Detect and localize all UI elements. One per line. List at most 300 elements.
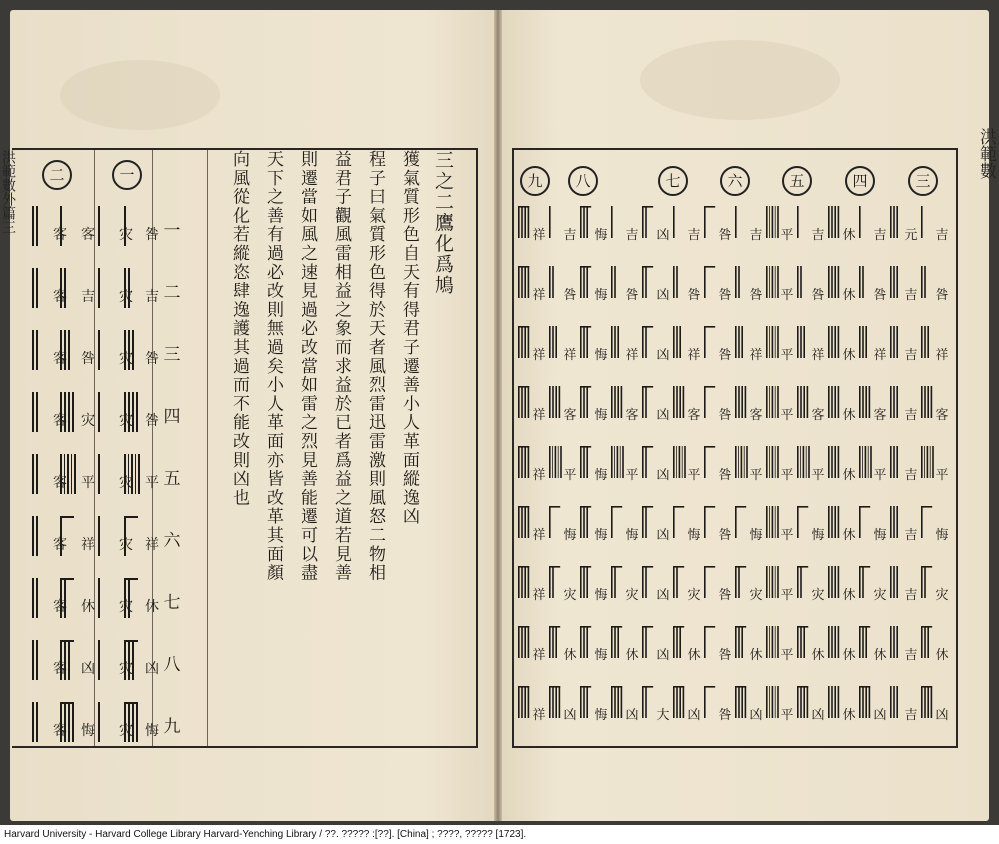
rod-stroke (893, 326, 895, 358)
rod-stroke (704, 266, 706, 298)
prose-title: 三之二鷹化爲鳩 (432, 150, 454, 296)
rod-bar (580, 686, 591, 688)
rod-stroke (642, 266, 644, 298)
rod-stroke (617, 326, 619, 358)
row-number: 八 (163, 655, 181, 675)
cell-char: 休 (842, 708, 856, 723)
cell-char: 吉 (904, 708, 918, 723)
rod-stroke (828, 386, 830, 418)
table-cell (547, 380, 578, 442)
table-cell (516, 200, 547, 262)
table-cell (826, 620, 857, 682)
table-cell (30, 324, 78, 386)
cell-char: 咎 (718, 708, 732, 723)
rod-bar (859, 506, 870, 508)
cell-char: 咎 (718, 408, 732, 423)
table-cell (764, 440, 795, 502)
rod-bar (704, 686, 715, 688)
cell-char: 吉 (904, 348, 918, 363)
table-cell (578, 380, 609, 442)
rod-stroke (797, 446, 798, 478)
rod-stroke (673, 446, 674, 478)
cell-char: 客 (53, 227, 67, 243)
counting-rods (32, 392, 48, 440)
rod-stroke (518, 506, 520, 538)
rod-stroke (580, 626, 582, 658)
table-cell (609, 560, 640, 622)
cell-char: 休 (842, 648, 856, 663)
cell-char: 休 (873, 648, 887, 663)
cell-char: 悔 (594, 288, 608, 303)
rod-stroke (803, 626, 805, 658)
cell-char: 客 (53, 723, 67, 739)
rod-stroke (769, 266, 770, 298)
rod-bar (921, 506, 932, 508)
cell-char: 客 (625, 408, 639, 423)
rod-stroke (896, 266, 898, 298)
rod-stroke (521, 566, 523, 598)
table-cell (764, 320, 795, 382)
rod-stroke (583, 326, 585, 358)
rod-stroke (36, 206, 38, 246)
rod-stroke (893, 626, 895, 658)
rod-stroke (611, 626, 613, 658)
cell-char: 灾 (119, 723, 133, 739)
rod-bar (580, 326, 591, 328)
cell-char: 平 (780, 408, 794, 423)
cell-char: 悔 (594, 528, 608, 543)
table-cell (671, 500, 702, 562)
rod-bar (797, 506, 808, 508)
cell-char: 客 (935, 408, 949, 423)
rod-bar (797, 566, 808, 568)
table-cell (888, 620, 919, 682)
table-cell (609, 200, 640, 262)
rod-stroke (738, 266, 740, 298)
rod-stroke (831, 446, 833, 478)
rod-stroke (583, 266, 585, 298)
rod-stroke (735, 386, 737, 418)
table-cell (640, 620, 671, 682)
cell-char: 悔 (145, 723, 159, 739)
cell-char: 悔 (594, 588, 608, 603)
rod-stroke (834, 626, 836, 658)
rod-stroke (800, 686, 802, 718)
rod-stroke (797, 206, 799, 238)
table-cell (609, 620, 640, 682)
rod-stroke (704, 566, 706, 598)
table-cell (826, 680, 857, 742)
table-cell (30, 448, 78, 510)
cell-char: 休 (81, 599, 95, 615)
rod-stroke (862, 686, 864, 718)
rod-stroke (769, 686, 770, 718)
rod-stroke (738, 386, 740, 418)
cell-char: 咎 (873, 288, 887, 303)
rod-bar (611, 506, 622, 508)
table-cell (919, 500, 950, 562)
table-cell (888, 320, 919, 382)
cell-char: 悔 (873, 528, 887, 543)
cell-char: 悔 (749, 528, 763, 543)
rod-stroke (611, 326, 613, 358)
table-cell (30, 510, 78, 572)
rod-stroke (645, 686, 647, 718)
cell-char: 咎 (625, 288, 639, 303)
rod-stroke (524, 386, 526, 418)
rod-stroke (741, 686, 743, 718)
cell-char: 灾 (119, 599, 133, 615)
rod-stroke (673, 266, 675, 298)
rod-stroke (775, 206, 776, 238)
table-cell (516, 560, 547, 622)
table-cell (640, 500, 671, 562)
rod-stroke (32, 640, 34, 680)
cell-char: 休 (842, 468, 856, 483)
rod-bar (673, 506, 684, 508)
cell-char: 平 (935, 468, 949, 483)
rod-bar (518, 626, 529, 628)
rod-stroke (896, 686, 898, 718)
rod-stroke (617, 686, 619, 718)
cell-char: 平 (780, 468, 794, 483)
rod-stroke (614, 446, 615, 478)
rod-stroke (834, 206, 836, 238)
rod-stroke (797, 326, 799, 358)
rod-stroke (800, 386, 802, 418)
rod-bar (735, 566, 746, 568)
table-cell (516, 320, 547, 382)
table-cell (795, 680, 826, 742)
table-cell (733, 380, 764, 442)
table-cell (733, 260, 764, 322)
rod-stroke (676, 266, 678, 298)
rod-stroke (583, 626, 585, 658)
table-cell (640, 260, 671, 322)
cell-char: 灾 (687, 588, 701, 603)
table-cell (516, 680, 547, 742)
rod-stroke (865, 686, 867, 718)
table-cell (826, 380, 857, 442)
table-cell (578, 620, 609, 682)
rod-stroke (896, 386, 898, 418)
table-cell (826, 260, 857, 322)
cell-char: 客 (53, 475, 67, 491)
rod-stroke (518, 386, 520, 418)
rod-stroke (735, 446, 736, 478)
table-cell (919, 680, 950, 742)
cell-char: 祥 (687, 348, 701, 363)
table-cell (857, 260, 888, 322)
rod-stroke (642, 566, 644, 598)
rod-stroke (803, 326, 805, 358)
table-cell (702, 620, 733, 682)
rod-bar (642, 446, 653, 448)
column-rule (207, 150, 208, 746)
rod-stroke (775, 386, 776, 418)
table-cell (795, 200, 826, 262)
row-number: 五 (163, 469, 181, 489)
rod-stroke (893, 206, 895, 238)
cell-char: 灾 (119, 475, 133, 491)
rod-stroke (924, 386, 926, 418)
rod-stroke (32, 392, 34, 432)
left-margin-label: 洪範數外篇三 (0, 150, 16, 234)
rod-stroke (859, 446, 860, 478)
rod-stroke (921, 566, 923, 598)
rod-stroke (552, 566, 554, 598)
table-cell (826, 200, 857, 262)
table-cell (547, 320, 578, 382)
column-header-circle: 一 (112, 160, 142, 190)
table-cell (919, 260, 950, 322)
counting-rods (32, 640, 48, 688)
rod-bar (611, 566, 622, 568)
rod-stroke (896, 626, 898, 658)
rod-stroke (831, 266, 833, 298)
counting-rods (32, 702, 48, 750)
cell-char: 平 (749, 468, 763, 483)
rod-bar (642, 626, 653, 628)
rod-stroke (828, 686, 830, 718)
rod-stroke (772, 386, 773, 418)
rod-stroke (32, 516, 34, 556)
rod-stroke (614, 386, 616, 418)
rod-stroke (36, 330, 38, 370)
rod-stroke (611, 266, 613, 298)
table-cell (702, 260, 733, 322)
cell-char: 客 (53, 289, 67, 305)
rod-bar (580, 206, 591, 208)
rod-stroke (617, 386, 619, 418)
rod-stroke (800, 626, 802, 658)
rod-stroke (772, 266, 773, 298)
rod-stroke (555, 386, 557, 418)
cell-char: 祥 (749, 348, 763, 363)
cell-char: 悔 (594, 468, 608, 483)
rod-bar (704, 626, 715, 628)
rod-bar (549, 686, 560, 688)
rod-bar (518, 266, 529, 268)
prose-line: 獲氣質形色自天有得君子遷善小人革面縱逸凶 (399, 150, 419, 526)
cell-char: 悔 (594, 228, 608, 243)
cell-char: 悔 (594, 348, 608, 363)
rod-stroke (921, 506, 923, 538)
rod-stroke (518, 266, 520, 298)
rod-stroke (921, 326, 923, 358)
cell-char: 灾 (119, 413, 133, 429)
cell-char: 悔 (594, 708, 608, 723)
counting-rods (32, 454, 48, 502)
table-cell (702, 500, 733, 562)
rod-stroke (924, 566, 926, 598)
rod-stroke (673, 626, 675, 658)
rod-stroke (673, 206, 675, 238)
rod-stroke (927, 686, 929, 718)
cell-char: 灾 (81, 413, 95, 429)
cell-char: 平 (563, 468, 577, 483)
table-cell (764, 260, 795, 322)
rod-stroke (924, 326, 926, 358)
rod-stroke (673, 566, 675, 598)
rod-stroke (614, 566, 616, 598)
rod-stroke (36, 702, 38, 742)
rod-stroke (611, 686, 613, 718)
counting-rods (32, 578, 48, 626)
rod-stroke (772, 506, 773, 538)
cell-char: 悔 (935, 528, 949, 543)
cell-char: 客 (53, 599, 67, 615)
cell-char: 休 (811, 648, 825, 663)
cell-char: 休 (842, 588, 856, 603)
rod-stroke (583, 446, 585, 478)
rod-bar (549, 506, 560, 508)
cell-char: 平 (81, 475, 95, 491)
table-cell (30, 696, 78, 758)
cell-char: 灾 (811, 588, 825, 603)
rod-bar (673, 626, 684, 628)
cell-char: 祥 (532, 708, 546, 723)
rod-stroke (834, 386, 836, 418)
rod-bar (704, 566, 715, 568)
cell-char: 灾 (935, 588, 949, 603)
table-cell (888, 500, 919, 562)
table-cell (671, 260, 702, 322)
cell-char: 休 (842, 228, 856, 243)
rod-stroke (583, 686, 585, 718)
rod-stroke (865, 326, 867, 358)
table-cell (671, 320, 702, 382)
rod-stroke (766, 266, 767, 298)
table-cell (547, 260, 578, 322)
rod-bar (704, 266, 715, 268)
rod-stroke (617, 626, 619, 658)
rod-stroke (735, 266, 737, 298)
table-cell (640, 380, 671, 442)
rod-stroke (921, 626, 923, 658)
rod-bar (921, 626, 932, 628)
rod-stroke (868, 446, 869, 478)
rod-stroke (580, 326, 582, 358)
rod-stroke (806, 446, 807, 478)
rod-stroke (36, 268, 38, 308)
cell-char: 咎 (718, 288, 732, 303)
cell-char: 祥 (532, 648, 546, 663)
rod-bar (797, 686, 808, 688)
rod-stroke (645, 626, 647, 658)
rod-stroke (36, 392, 38, 432)
rod-bar (704, 446, 715, 448)
rod-stroke (586, 326, 588, 358)
rod-bar (611, 626, 622, 628)
table-cell (640, 560, 671, 622)
rod-stroke (735, 506, 737, 538)
rod-stroke (769, 386, 770, 418)
rod-stroke (586, 266, 588, 298)
table-cell (516, 440, 547, 502)
rod-stroke (32, 330, 34, 370)
table-cell (857, 500, 888, 562)
cell-char: 吉 (904, 408, 918, 423)
rod-stroke (769, 206, 770, 238)
cell-char: 咎 (687, 288, 701, 303)
cell-char: 祥 (532, 528, 546, 543)
table-cell (578, 560, 609, 622)
rod-stroke (32, 702, 34, 742)
cell-char: 凶 (749, 708, 763, 723)
table-cell (919, 440, 950, 502)
table-cell (640, 440, 671, 502)
rod-stroke (862, 446, 863, 478)
rod-bar (580, 506, 591, 508)
cell-char: 客 (749, 408, 763, 423)
table-cell (671, 560, 702, 622)
rod-stroke (521, 446, 523, 478)
rod-stroke (834, 566, 836, 598)
rod-stroke (859, 566, 861, 598)
rod-bar (921, 566, 932, 568)
rod-stroke (775, 266, 776, 298)
row-number: 六 (163, 531, 181, 551)
rod-stroke (831, 626, 833, 658)
cell-char: 凶 (656, 528, 670, 543)
cell-char: 咎 (145, 351, 159, 367)
table-cell (764, 380, 795, 442)
rod-stroke (704, 326, 706, 358)
prose-line: 向風從化若縱恣肆逸護其過而不能改則凶也 (229, 150, 249, 508)
rod-bar (704, 206, 715, 208)
rod-stroke (921, 686, 923, 718)
rod-stroke (828, 326, 830, 358)
rod-stroke (580, 386, 582, 418)
row-number: 四 (163, 407, 181, 427)
rod-stroke (555, 446, 556, 478)
rod-stroke (741, 386, 743, 418)
table-cell (733, 200, 764, 262)
rod-stroke (549, 266, 551, 298)
rod-stroke (614, 326, 616, 358)
cell-char: 休 (563, 648, 577, 663)
rod-bar (673, 686, 684, 688)
rod-stroke (704, 386, 706, 418)
table-cell (702, 440, 733, 502)
rod-stroke (642, 686, 644, 718)
cell-char: 祥 (532, 228, 546, 243)
cell-char: 平 (780, 648, 794, 663)
rod-stroke (772, 326, 773, 358)
table-cell (671, 200, 702, 262)
rod-bar (642, 506, 653, 508)
cell-char: 吉 (625, 228, 639, 243)
rod-stroke (896, 326, 898, 358)
rod-stroke (704, 446, 706, 478)
rod-stroke (775, 686, 776, 718)
table-cell (640, 200, 671, 262)
cell-char: 平 (780, 288, 794, 303)
rod-stroke (930, 446, 931, 478)
table-cell (857, 620, 888, 682)
cell-char: 吉 (145, 289, 159, 305)
rod-stroke (772, 686, 773, 718)
rod-stroke (704, 206, 706, 238)
cell-char: 吉 (935, 228, 949, 243)
prose-line: 天下之善有過必改則無過矣小人革面亦皆改革其面顏 (263, 150, 283, 583)
rod-bar (735, 686, 746, 688)
cell-char: 平 (145, 475, 159, 491)
table-cell (609, 440, 640, 502)
table-cell (919, 320, 950, 382)
cell-char: 客 (81, 227, 95, 243)
